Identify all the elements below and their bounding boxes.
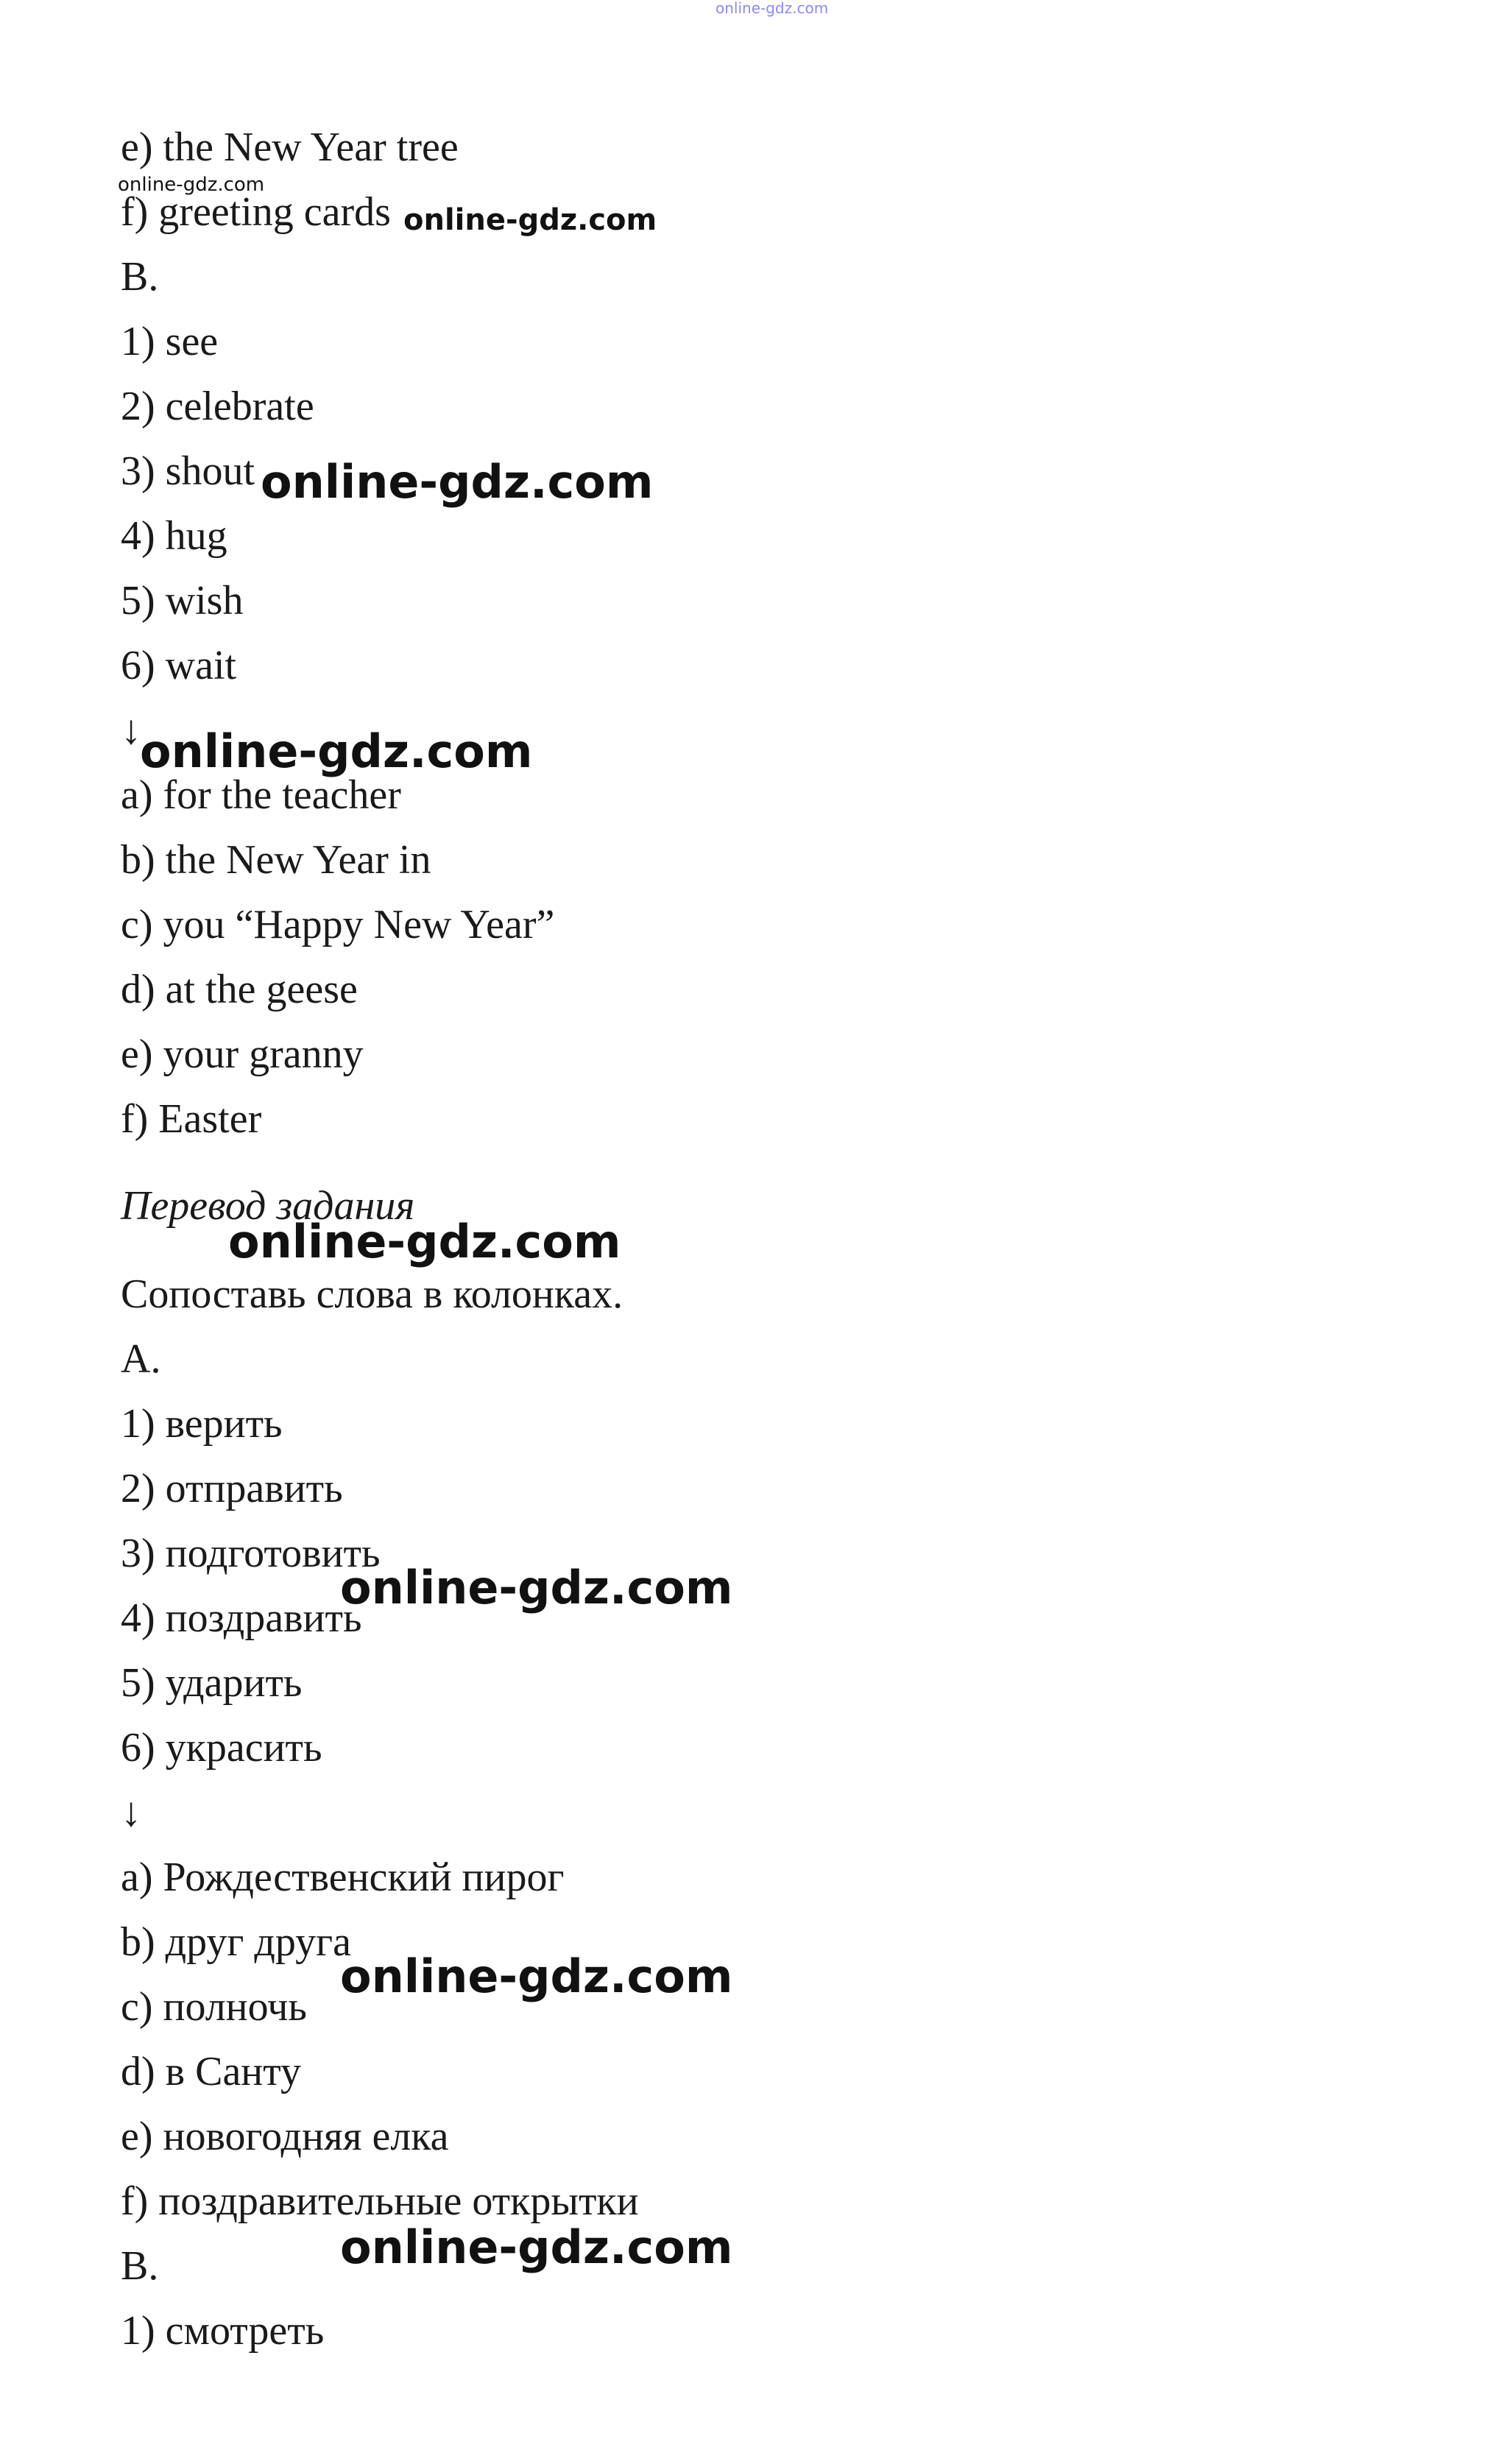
line-a-for-the-teacher: a) for the teacher <box>121 772 401 818</box>
watermark-1: online-gdz.com <box>261 455 654 509</box>
line-3-shout: 3) shout <box>121 448 255 494</box>
line-3-podgotovit: 3) подготовить <box>121 1531 381 1576</box>
line-1-verit: 1) верить <box>121 1401 283 1447</box>
line-d-v-santu: d) в Санту <box>121 2049 301 2094</box>
line-d-at-the-geese: d) at the geese <box>121 967 358 1012</box>
watermark-6: online-gdz.com <box>340 2220 733 2274</box>
line-4-hug: 4) hug <box>121 513 227 559</box>
watermark-3: online-gdz.com <box>228 1215 621 1268</box>
line-f-otkrytki: f) поздравительные открытки <box>121 2178 639 2224</box>
line-b-new-year-in: b) the New Year in <box>121 837 431 883</box>
line-b-drug-druga: b) друг друга <box>121 1919 351 1965</box>
down-arrow-1: ↓ <box>121 707 141 753</box>
line-1-see: 1) see <box>121 319 219 364</box>
line-a-pirog: a) Рождественский пирог <box>121 1854 565 1900</box>
watermark-medium: online-gdz.com <box>403 203 657 237</box>
line-c-polnoch: c) полночь <box>121 1984 307 2030</box>
watermark-top: online-gdz.com <box>716 0 829 17</box>
line-b-heading: B. <box>121 254 159 300</box>
line-2-celebrate: 2) celebrate <box>121 384 314 429</box>
line-a-heading: A. <box>121 1336 161 1382</box>
line-b-heading-ru: B. <box>121 2243 159 2289</box>
line-5-udarit: 5) ударить <box>121 1660 303 1706</box>
line-e-your-granny: e) your granny <box>121 1031 364 1077</box>
section-title-translation: Перевод задания <box>121 1183 415 1229</box>
line-4-pozdravit: 4) поздравить <box>121 1595 362 1641</box>
line-1-smotret: 1) смотреть <box>121 2308 325 2354</box>
line-6-ukrasit: 6) украсить <box>121 1725 322 1771</box>
line-6-wait: 6) wait <box>121 643 237 688</box>
watermark-4: online-gdz.com <box>340 1561 733 1614</box>
watermark-small: online-gdz.com <box>118 174 265 196</box>
watermark-5: online-gdz.com <box>340 1949 733 2003</box>
line-e-new-year-tree: e) the New Year tree <box>121 124 459 170</box>
line-e-elka: e) новогодняя елка <box>121 2114 449 2159</box>
line-instruction: Сопоставь слова в колонках. <box>121 1271 623 1317</box>
line-2-otpravit: 2) отправить <box>121 1466 343 1511</box>
line-f-greeting-cards: f) greeting cards <box>121 189 391 235</box>
line-5-wish: 5) wish <box>121 578 244 624</box>
watermark-2: online-gdz.com <box>140 724 533 778</box>
line-f-easter: f) Easter <box>121 1096 262 1142</box>
line-c-happy-new-year: c) you “Happy New Year” <box>121 902 555 947</box>
down-arrow-2: ↓ <box>121 1790 141 1835</box>
